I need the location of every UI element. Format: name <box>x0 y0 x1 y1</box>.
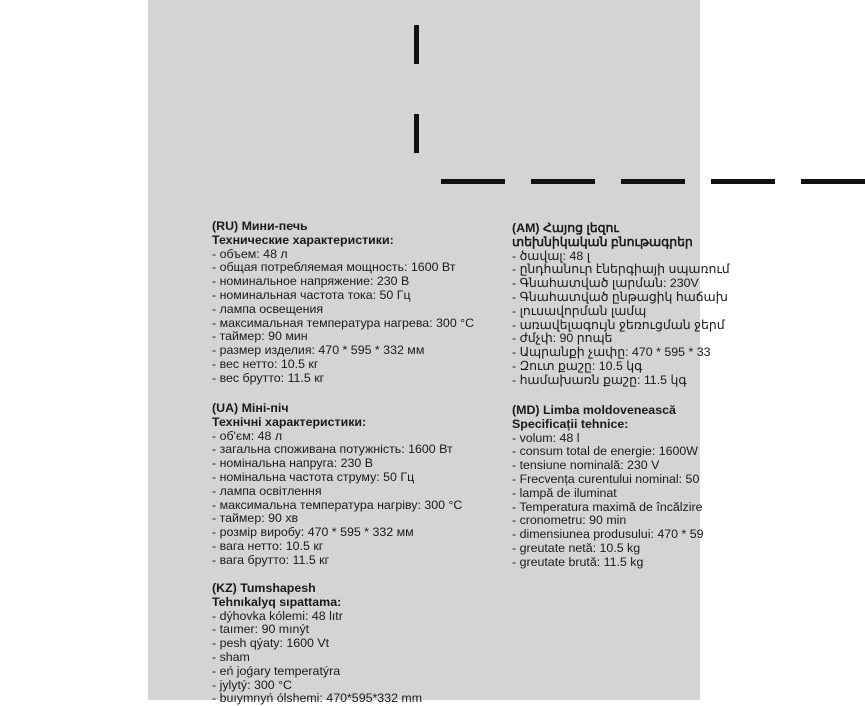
spec-item: - consum total de energie: 1600W <box>512 444 698 459</box>
spec-item: - buıymnyń ólshemi: 470*595*332 mm <box>212 691 423 706</box>
spec-item: - ժմչփ: 90 րոպե <box>512 331 613 346</box>
spec-item: - greutate netă: 10.5 kg <box>512 540 641 555</box>
spec-item: - համախառն քաշը: 11.5 կգ <box>512 372 687 387</box>
spec-item: - pesh qýaty: 1600 Vt <box>212 636 330 651</box>
spec-item: - lampă de iluminat <box>512 485 617 500</box>
cut-mark-horizontal <box>441 179 505 184</box>
spec-item: - размер изделия: 470 * 595 * 332 мм <box>212 343 425 358</box>
section-kz <box>212 582 422 706</box>
spec-item: - ընդհանուր էներգիայի սպառում <box>512 262 730 277</box>
spec-item: - лампа освещения <box>212 301 324 316</box>
spec-item: - общая потребляемая мощность: 1600 Вт <box>212 260 456 275</box>
spec-item: - объем: 48 л <box>212 246 288 261</box>
spec-item: - առավելագույն ջեռուցման ջերմ <box>512 317 725 332</box>
spec-item: - максимальна температура нагріву: 300 °С <box>212 497 463 512</box>
spec-item: - jylytý: 300 °C <box>212 677 293 692</box>
cut-mark-horizontal <box>621 179 685 184</box>
spec-item: - dýhovka kólemi: 48 lıtr <box>212 608 343 623</box>
spec-item: - volum: 48 l <box>512 430 580 445</box>
spec-item: - լուսավորման լամպ <box>512 303 647 318</box>
section-md <box>512 404 704 570</box>
spec-item: - лампа освітлення <box>212 483 322 498</box>
cut-mark-vertical <box>414 114 419 153</box>
cut-mark-vertical <box>414 25 419 64</box>
spec-item: - загальна споживана потужність: 1600 Вт <box>212 442 453 457</box>
spec-item: - таймер: 90 хв <box>212 511 299 526</box>
spec-item: - Ապրանքի չափը: 470 * 595 * 33 <box>512 345 711 360</box>
spec-item: - розмір виробу: 470 * 595 * 332 мм <box>212 525 414 540</box>
spec-item: - dimensiunea produsului: 470 * 59 <box>512 527 704 542</box>
section-ru <box>212 220 474 386</box>
spec-item: - eń joǵary temperatýra <box>212 663 341 678</box>
section-subtitle: տեխնիկական բնութագրեր <box>512 234 693 249</box>
spec-item: - greutate brută: 11.5 kg <box>512 554 644 569</box>
spec-item: - tensiune nominală: 230 V <box>512 458 660 473</box>
spec-item: - вага брутто: 11.5 кг <box>212 552 330 567</box>
section-title: (KZ) Tumshapesh <box>212 581 316 595</box>
section-ua <box>212 402 462 568</box>
section-subtitle: Specificații tehnice: <box>512 416 629 431</box>
section-title: (RU) Мини-печь <box>212 219 308 233</box>
section-title: (AM) Հայոց լեզու <box>512 221 619 235</box>
spec-item: - номинальное напряжение: 230 В <box>212 274 410 289</box>
spec-item: - вага нетто: 10.5 кг <box>212 538 324 553</box>
spec-item: - максимальная температура нагрева: 300 °С <box>212 315 475 330</box>
spec-item: - ծավալ: 48 լ <box>512 248 591 263</box>
spec-item: - Գնահատված ընթացիկ հաճախ <box>512 289 728 304</box>
spec-item: - Զուտ քաշը: 10.5 կգ <box>512 358 643 373</box>
section-subtitle: Технічні характеристики: <box>212 414 367 429</box>
spec-item: - Temperatura maximă de încălzire <box>512 499 703 514</box>
spec-item: - Գնահատված լարման: 230V <box>512 276 699 291</box>
spec-item: - taımer: 90 mınýt <box>212 622 310 637</box>
spec-item: - номинальная частота тока: 50 Гц <box>212 287 411 302</box>
section-title: (UA) Міні-піч <box>212 401 289 415</box>
section-subtitle: Технические характеристики: <box>212 232 394 247</box>
spec-item: - номінальна напруга: 230 В <box>212 456 373 471</box>
cut-mark-horizontal <box>801 179 865 184</box>
spec-item: - об'єм: 48 л <box>212 428 283 443</box>
spec-item: - таймер: 90 мин <box>212 329 308 344</box>
cut-mark-horizontal <box>531 179 595 184</box>
cut-mark-horizontal <box>711 179 775 184</box>
spec-item: - номінальна частота струму: 50 Гц <box>212 469 415 484</box>
spec-item: - sham <box>212 649 250 664</box>
section-subtitle: Tehnıkalyq sıpattama: <box>212 594 342 609</box>
spec-item: - вес нетто: 10.5 кг <box>212 356 319 371</box>
section-am <box>512 222 730 388</box>
spec-item: - Frecvența curentului nominal: 50 <box>512 471 700 486</box>
spec-item: - вес брутто: 11.5 кг <box>212 370 325 385</box>
section-title: (MD) Limba moldovenească <box>512 403 676 417</box>
spec-item: - cronometru: 90 min <box>512 513 627 528</box>
